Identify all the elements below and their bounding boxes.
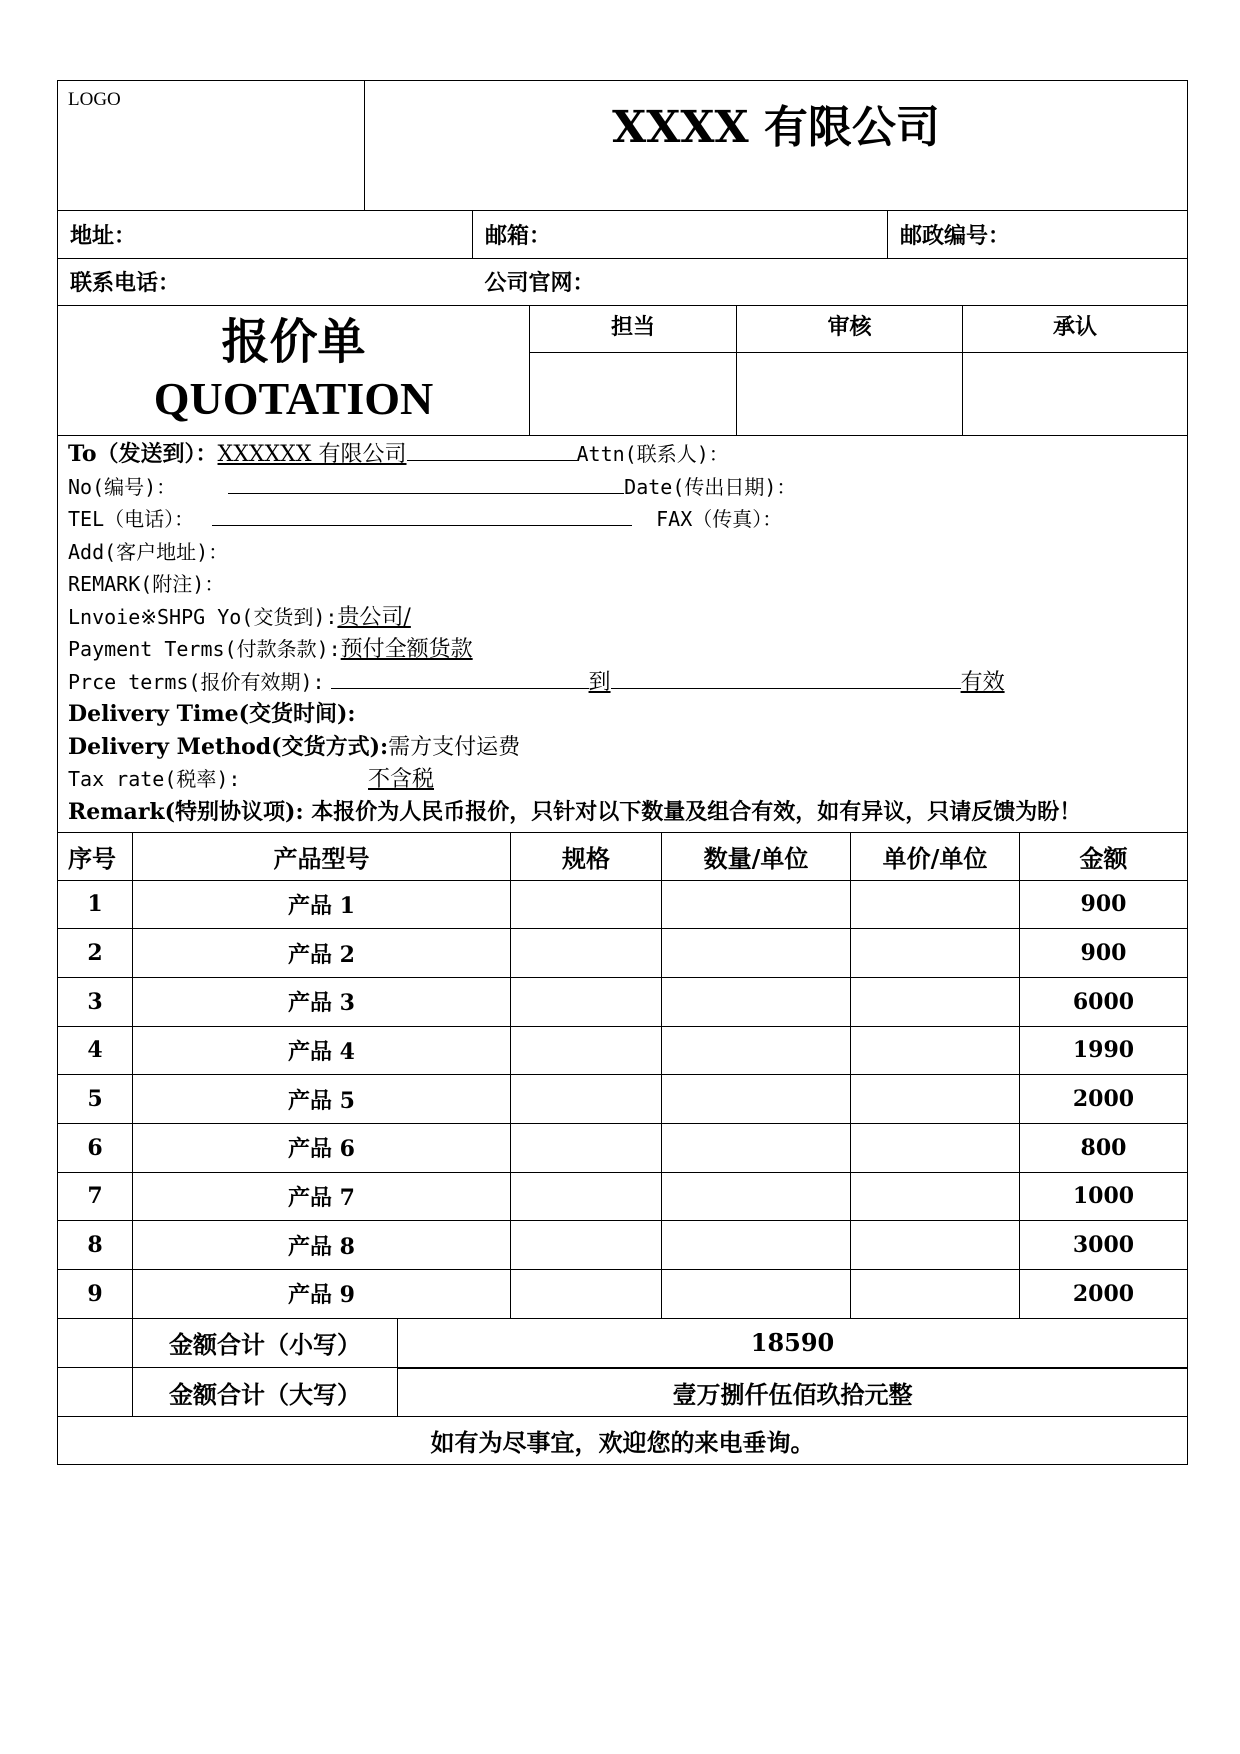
row-qty xyxy=(662,977,851,1026)
row-qty xyxy=(662,1221,851,1270)
payment-label: Payment Terms(付款条款): xyxy=(68,637,341,661)
total-big-blank xyxy=(58,1368,133,1417)
row-qty xyxy=(662,929,851,978)
delivery-time-label: Delivery Time(交货时间): xyxy=(68,701,356,727)
row-price xyxy=(851,1221,1020,1270)
no-label: No(编号)： xyxy=(68,474,177,499)
email-label: 邮箱： xyxy=(473,211,888,258)
row-product: 产品 7 xyxy=(133,1172,511,1221)
price-to: 到 xyxy=(588,669,611,695)
total-big-value: 壹万捌仟伍佰玖拾元整 xyxy=(398,1368,1188,1417)
approval-cell-charge[interactable] xyxy=(530,353,737,436)
table-row xyxy=(58,1123,1188,1172)
quotation-title-en: QUOTATION xyxy=(153,373,434,425)
row-amount: 3000 xyxy=(1020,1221,1188,1270)
price-label: Prce terms(报价有效期): xyxy=(68,669,325,694)
row-amount: 800 xyxy=(1020,1123,1188,1172)
row-product: 产品 9 xyxy=(133,1270,511,1319)
attn-label: Attn(联系人)： xyxy=(576,442,729,466)
row-price xyxy=(851,977,1020,1026)
row-spec xyxy=(511,1123,662,1172)
row-price xyxy=(851,1075,1020,1124)
logo-text: LOGO xyxy=(68,89,121,110)
delivery-method-value: 需方支付运费 xyxy=(388,734,521,760)
to-label: To（发送到）： xyxy=(68,441,218,467)
approval-cell-review[interactable] xyxy=(737,353,963,436)
no-blank xyxy=(228,471,624,494)
quotation-title-table xyxy=(57,306,1188,437)
row-product: 产品 1 xyxy=(133,880,511,929)
address-label: 地址： xyxy=(58,211,473,258)
tax-label: Tax rate(税率): xyxy=(68,767,241,791)
header-table xyxy=(57,80,1188,211)
tel-blank xyxy=(212,503,632,526)
price-blank-2 xyxy=(611,666,961,689)
row-qty xyxy=(662,1026,851,1075)
row-no: 6 xyxy=(58,1123,133,1172)
table-row xyxy=(58,1270,1188,1319)
row-spec xyxy=(511,880,662,929)
add-label: Add(客户地址)： xyxy=(68,539,229,564)
total-small-blank xyxy=(58,1319,133,1368)
table-row xyxy=(58,880,1188,929)
table-row xyxy=(58,1075,1188,1124)
company-cell xyxy=(365,81,1188,211)
row-price xyxy=(851,1172,1020,1221)
row-qty xyxy=(662,880,851,929)
row-amount: 1990 xyxy=(1020,1026,1188,1075)
items-table xyxy=(57,833,1188,1319)
special-remark: Remark(特别协议项): 本报价为人民币报价，只针对以下数量及组合有效，如有异议，只请反馈为盼！ xyxy=(68,798,1082,825)
row-product: 产品 6 xyxy=(133,1123,511,1172)
col-header-spec: 规格 xyxy=(511,833,662,880)
row-no: 1 xyxy=(58,880,133,929)
col-header-product: 产品型号 xyxy=(133,833,511,880)
approval-cell-approve[interactable] xyxy=(963,353,1188,436)
row-amount: 6000 xyxy=(1020,977,1188,1026)
row-no: 4 xyxy=(58,1026,133,1075)
payment-value: 预付全额货款 xyxy=(340,637,473,662)
footer-table xyxy=(57,1417,1188,1465)
col-header-price: 单价/单位 xyxy=(851,833,1020,880)
row-amount: 2000 xyxy=(1020,1075,1188,1124)
row-amount: 900 xyxy=(1020,880,1188,929)
row-qty xyxy=(662,1270,851,1319)
row-amount: 900 xyxy=(1020,929,1188,978)
row-product: 产品 5 xyxy=(133,1075,511,1124)
table-row xyxy=(58,1172,1188,1221)
row-product: 产品 4 xyxy=(133,1026,511,1075)
website-label: 公司官网： xyxy=(473,258,1188,305)
table-row xyxy=(58,977,1188,1026)
logo-cell xyxy=(58,81,365,211)
to-value: XXXXXX 有限公司 xyxy=(217,442,407,467)
row-product: 产品 8 xyxy=(133,1221,511,1270)
row-price xyxy=(851,1026,1020,1075)
price-valid: 有效 xyxy=(960,669,1005,695)
row-no: 8 xyxy=(58,1221,133,1270)
row-qty xyxy=(662,1123,851,1172)
col-header-amount: 金额 xyxy=(1020,833,1188,880)
fax-label: FAX（传真）： xyxy=(656,507,783,531)
row-price xyxy=(851,1270,1020,1319)
info-table xyxy=(57,211,1188,306)
table-row xyxy=(58,929,1188,978)
row-spec xyxy=(511,1026,662,1075)
totals-table xyxy=(57,1319,1188,1418)
total-big-label: 金额合计（大写） xyxy=(133,1368,398,1417)
row-no: 7 xyxy=(58,1172,133,1221)
row-no: 2 xyxy=(58,929,133,978)
col-header-qty: 数量/单位 xyxy=(662,833,851,880)
row-price xyxy=(851,880,1020,929)
row-spec xyxy=(511,977,662,1026)
footer-note: 如有为尽事宜，欢迎您的来电垂询。 xyxy=(58,1417,1188,1464)
quotation-title-zh: 报价单 xyxy=(221,314,366,371)
delivery-method-label: Delivery Method(交货方式): xyxy=(68,733,389,760)
table-row xyxy=(58,1221,1188,1270)
row-product: 产品 3 xyxy=(133,977,511,1026)
row-qty xyxy=(662,1075,851,1124)
row-product: 产品 2 xyxy=(133,929,511,978)
quotation-sheet xyxy=(57,80,1188,1465)
phone-label: 联系电话： xyxy=(58,258,473,305)
row-spec xyxy=(511,1075,662,1124)
approval-head-charge: 担当 xyxy=(530,306,737,353)
row-spec xyxy=(511,1221,662,1270)
row-no: 5 xyxy=(58,1075,133,1124)
row-amount: 1000 xyxy=(1020,1172,1188,1221)
approval-head-review: 审核 xyxy=(737,306,963,353)
row-spec xyxy=(511,929,662,978)
row-price xyxy=(851,929,1020,978)
table-row xyxy=(58,1026,1188,1075)
details-block xyxy=(57,436,1188,833)
price-blank-1 xyxy=(331,666,589,689)
total-small-label: 金额合计（小写） xyxy=(133,1319,398,1368)
row-qty xyxy=(662,1172,851,1221)
date-label: Date(传出日期)： xyxy=(624,474,797,499)
remark-label: REMARK(附注)： xyxy=(68,572,225,596)
col-header-no: 序号 xyxy=(58,833,133,880)
row-price xyxy=(851,1123,1020,1172)
row-no: 3 xyxy=(58,977,133,1026)
tax-value: 不含税 xyxy=(368,767,435,792)
postcode-label: 邮政编号： xyxy=(888,211,1188,258)
invoice-value: 贵公司/ xyxy=(337,604,411,630)
company-name: XXXX 有限公司 xyxy=(612,102,940,153)
row-no: 9 xyxy=(58,1270,133,1319)
invoice-label: Lnvoie※SHPG Yo(交货到): xyxy=(68,604,338,629)
row-spec xyxy=(511,1172,662,1221)
to-blank xyxy=(407,438,577,461)
tel-label: TEL（电话）： xyxy=(68,507,195,531)
row-amount: 2000 xyxy=(1020,1270,1188,1319)
total-small-value: 18590 xyxy=(398,1319,1188,1368)
approval-head-approve: 承认 xyxy=(963,306,1188,353)
row-spec xyxy=(511,1270,662,1319)
quotation-title xyxy=(58,306,530,436)
